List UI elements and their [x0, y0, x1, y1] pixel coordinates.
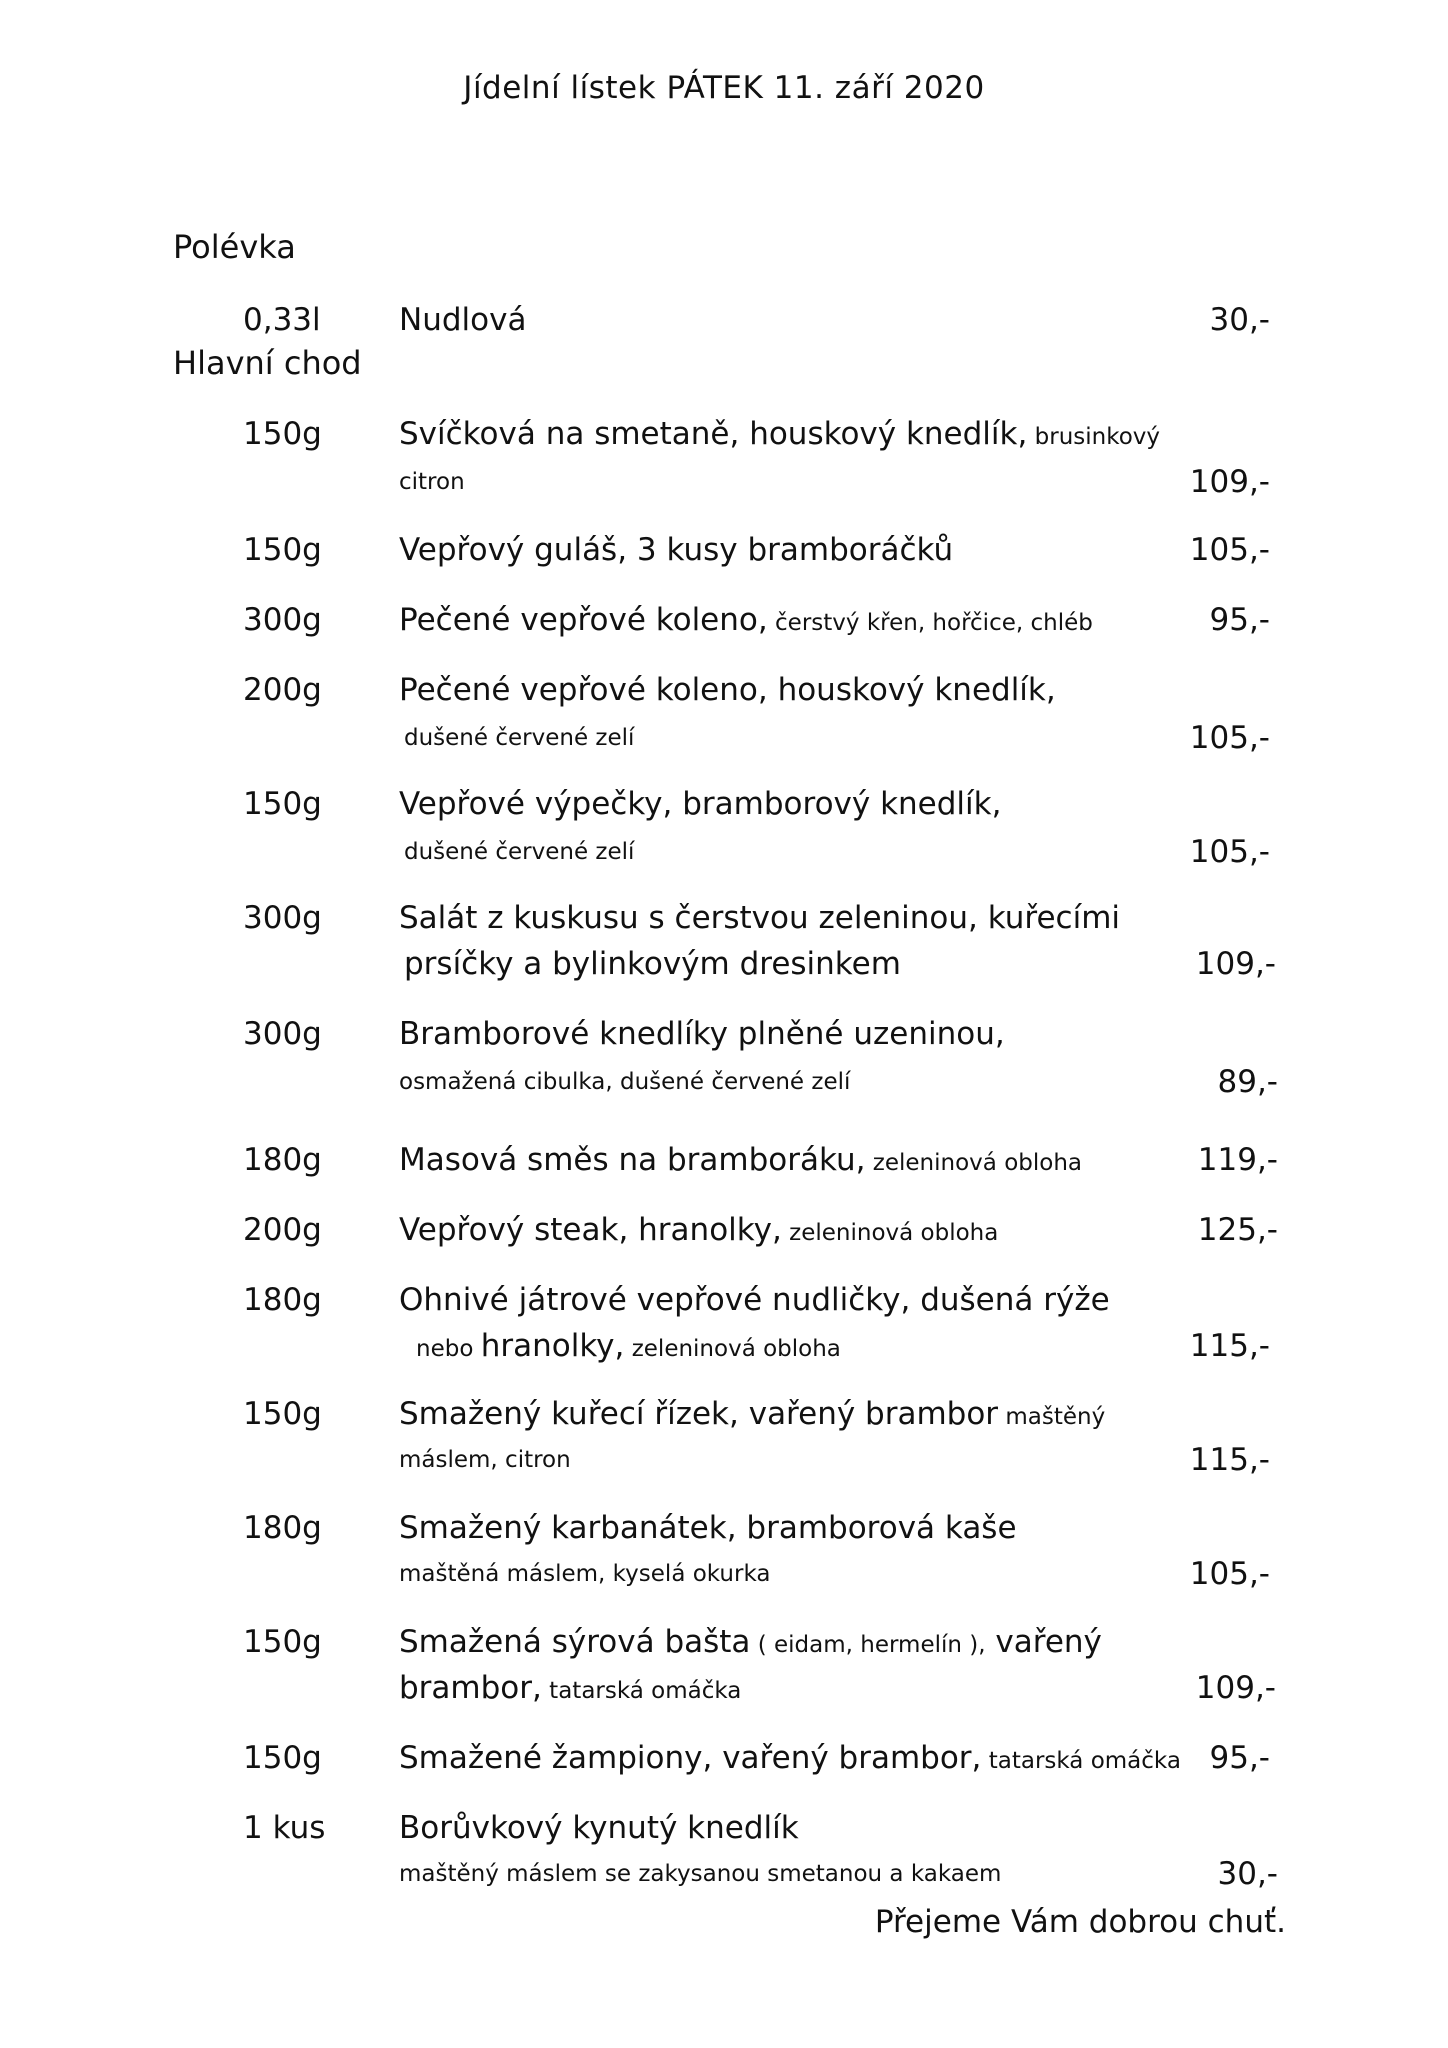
item-price: 95,-	[1209, 1740, 1270, 1776]
item-qty: 180g	[243, 1510, 322, 1546]
item-name: Vepřový steak, hranolky, zeleninová obloha	[399, 1212, 999, 1248]
item-qty: 300g	[243, 602, 322, 638]
item-price: 30,-	[1217, 1856, 1278, 1892]
item-price: 125,-	[1197, 1212, 1278, 1248]
item-qty: 200g	[243, 672, 322, 708]
item-name: Smažené žampiony, vařený brambor, tatarská omáčka	[399, 1740, 1181, 1776]
item-sides: dušené červené zelí	[404, 839, 635, 865]
item-name: Svíčková na smetaně, houskový knedlík, brusinkový	[399, 416, 1161, 452]
item-name: Vepřový guláš, 3 kusy bramboráčků	[399, 532, 954, 568]
item-price: 109,-	[1195, 946, 1276, 982]
item-name: Nudlová	[399, 302, 527, 338]
item-name: Smažený kuřecí řízek, vařený brambor maštěný	[399, 1396, 1106, 1432]
item-name: Vepřové výpečky, bramborový knedlík,	[399, 786, 1002, 822]
item-qty: 0,33l	[243, 302, 321, 338]
item-qty: 150g	[243, 416, 322, 452]
item-price: 105,-	[1189, 1556, 1270, 1592]
item-sides: brambor, tatarská omáčka	[399, 1670, 742, 1706]
item-sides: máslem, citron	[399, 1447, 571, 1473]
item-qty: 200g	[243, 1212, 322, 1248]
item-name: Smažená sýrová bašta ( eidam, hermelín ), vařený	[399, 1624, 1102, 1660]
item-name: Pečené vepřové koleno, houskový knedlík,	[399, 672, 1056, 708]
item-qty: 300g	[243, 1016, 322, 1052]
item-sides: prsíčky a bylinkovým dresinkem	[404, 946, 901, 982]
item-qty: 150g	[243, 786, 322, 822]
item-name: Salát z kuskusu s čerstvou zeleninou, kuřecími	[399, 900, 1121, 936]
item-sides: maštěná máslem, kyselá okurka	[399, 1561, 771, 1587]
section-main: Hlavní chod	[173, 344, 362, 382]
page-title: Jídelní lístek PÁTEK 11. září 2020	[463, 70, 985, 106]
item-qty: 150g	[243, 1740, 322, 1776]
item-price: 105,-	[1189, 834, 1270, 870]
item-sides: nebo hranolky, zeleninová obloha	[416, 1328, 841, 1364]
item-name: Ohnivé játrové vepřové nudličky, dušená rýže	[399, 1282, 1110, 1318]
item-qty: 150g	[243, 532, 322, 568]
item-qty: 180g	[243, 1142, 322, 1178]
item-price: 95,-	[1209, 602, 1270, 638]
item-price: 89,-	[1217, 1064, 1278, 1100]
item-sides: citron	[399, 469, 465, 495]
item-price: 109,-	[1189, 464, 1270, 500]
item-name: Smažený karbanátek, bramborová kaše	[399, 1510, 1017, 1546]
item-sides: dušené červené zelí	[404, 725, 635, 751]
item-price: 105,-	[1189, 532, 1270, 568]
item-qty: 1 kus	[243, 1810, 326, 1846]
item-price: 30,-	[1209, 302, 1270, 338]
item-sides: osmažená cibulka, dušené červené zelí	[399, 1069, 851, 1095]
closing-note: Přejeme Vám dobrou chuť.	[874, 1904, 1286, 1940]
item-qty: 180g	[243, 1282, 322, 1318]
item-price: 115,-	[1189, 1328, 1270, 1364]
item-name: Borůvkový kynutý knedlík	[399, 1810, 799, 1846]
item-qty: 150g	[243, 1396, 322, 1432]
item-name: Masová směs na bramboráku, zeleninová obloha	[399, 1142, 1082, 1178]
item-price: 105,-	[1189, 720, 1270, 756]
item-price: 115,-	[1189, 1442, 1270, 1478]
item-price: 109,-	[1195, 1670, 1276, 1706]
item-name: Bramborové knedlíky plněné uzeninou,	[399, 1016, 1005, 1052]
item-qty: 150g	[243, 1624, 322, 1660]
item-price: 119,-	[1197, 1142, 1278, 1178]
section-soup: Polévka	[173, 228, 296, 266]
item-sides: maštěný máslem se zakysanou smetanou a kakaem	[399, 1861, 1002, 1887]
item-name: Pečené vepřové koleno, čerstvý křen, hořčice, chléb	[399, 602, 1093, 638]
item-qty: 300g	[243, 900, 322, 936]
